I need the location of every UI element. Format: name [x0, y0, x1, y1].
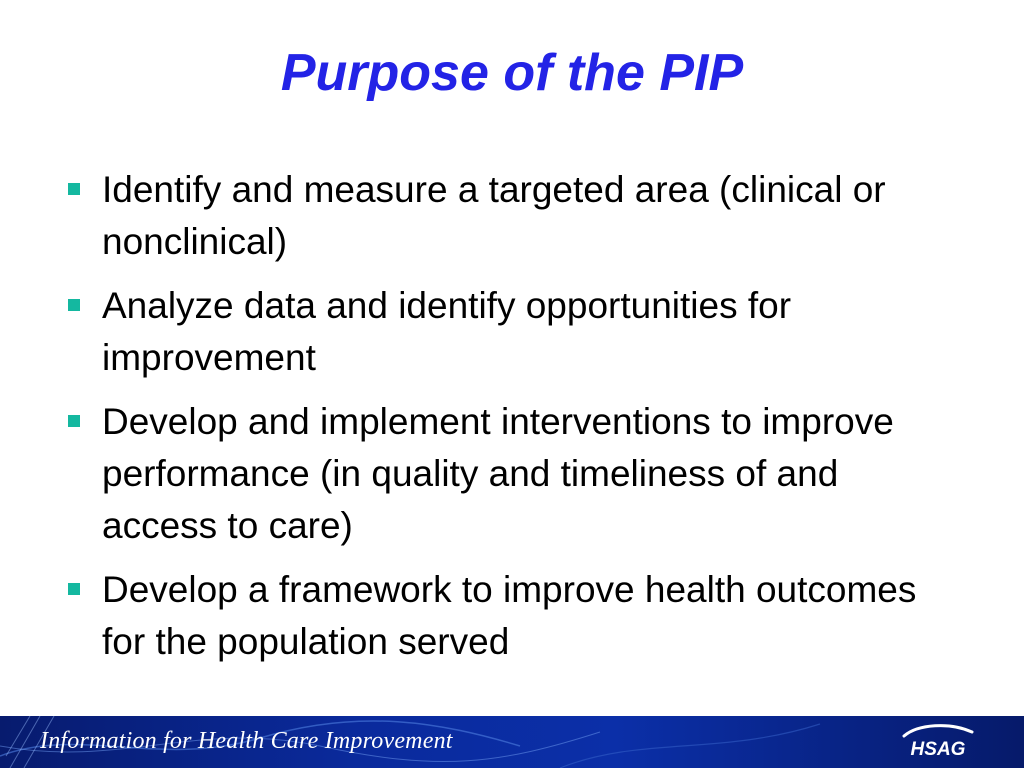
bullet-text: Develop and implement interventions to improve performance (in quality and timeliness of and access to care)	[102, 401, 894, 546]
footer-banner	[0, 716, 1024, 768]
bullet-text: Analyze data and identify opportunities for improvement	[102, 285, 792, 378]
square-bullet-icon	[68, 183, 80, 195]
bullet-item	[58, 564, 958, 668]
square-bullet-icon	[68, 299, 80, 311]
slide-title: Purpose of the PIP	[280, 44, 744, 102]
footer-tagline: Information for Health Care Improvement	[40, 728, 453, 754]
bullet-text: Identify and measure a targeted area (clinical or nonclinical)	[102, 169, 886, 262]
bullet-item	[58, 396, 958, 552]
square-bullet-icon	[68, 583, 80, 595]
bullet-list	[58, 164, 958, 680]
bullet-item	[58, 164, 958, 268]
hsag-logo-icon	[898, 722, 978, 762]
hsag-logo-text: HSAG	[910, 739, 966, 760]
bullet-item	[58, 280, 958, 384]
bullet-text: Develop a framework to improve health outcomes for the population served	[102, 569, 917, 662]
square-bullet-icon	[68, 415, 80, 427]
